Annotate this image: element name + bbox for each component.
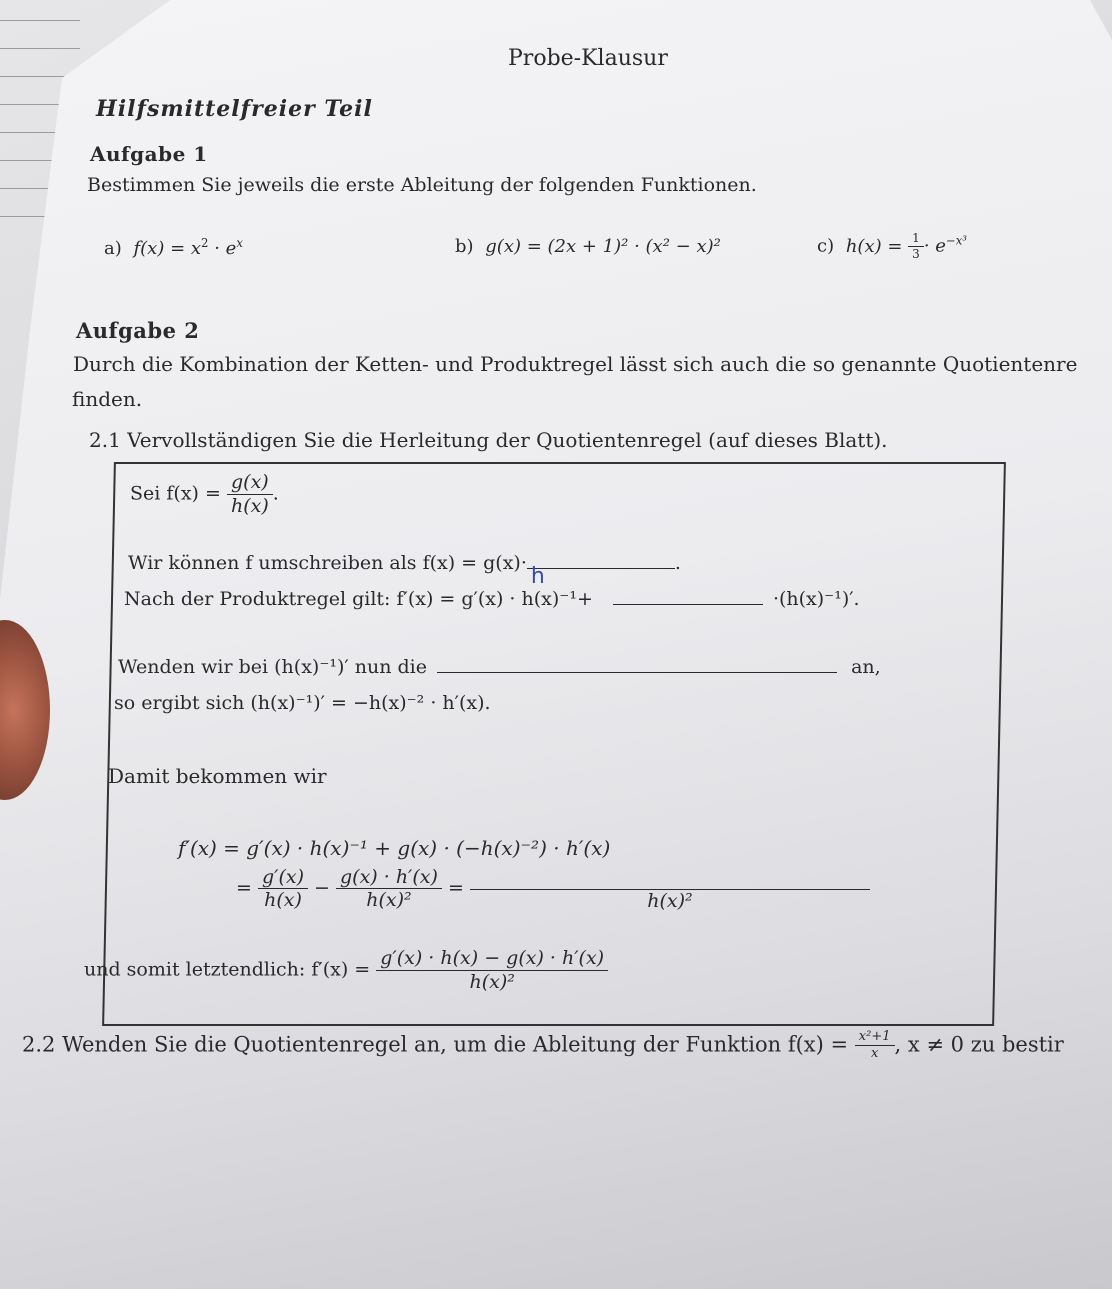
derivation-box [102,462,1006,1026]
task-2-1: 2.1 Vervollständigen Sie die Herleitung der Quotientenregel (auf dieses Blatt). [89,428,888,452]
box-definition: Sei f(x) = $\frac{g(x)}{h(x)}$ . [130,471,279,517]
aufgabe2-intro-line1: Durch die Kombination der Ketten- und Produktregel lässt sich auch die so genannte Quotientenre [73,352,1078,376]
blank-line3[interactable] [437,672,837,673]
aufgabe2-title: Aufgabe 2 [76,318,200,343]
task-2-2: 2.2 Wenden Sie die Quotientenregel an, um die Ableitung der Funktion f(x) = $\frac{\text{x²+1}}{x}$ , x ≠ 0 zu bestir [22,1029,1064,1062]
section-title: Hilfsmittelfreier Teil [96,96,373,122]
box-line1: Wir können f umschreiben als f(x) = g(x)· h . [128,552,681,589]
handwritten-answer: h [530,564,545,589]
blank-line2[interactable] [613,604,763,605]
blank-numerator[interactable]: h(x)² [470,866,870,912]
box-line4: so ergibt sich (h(x)⁻¹)′ = −h(x)⁻² · h′(x). [114,692,491,714]
box-line2: Nach der Produktregel gilt: f′(x) = g′(x) · h(x)⁻¹+ ·(h(x)⁻¹)′. [124,588,860,610]
aufgabe1-instruction: Bestimmen Sie jeweils die erste Ableitung der folgenden Funktionen. [87,174,757,196]
aufgabe1-title: Aufgabe 1 [90,142,208,166]
equation-1: f′(x) = g′(x) · h(x)⁻¹ + g(x) · (−h(x)⁻²) · h′(x) [178,836,611,860]
aufgabe2-intro-line2: finden. [72,387,143,411]
page-title: Probe-Klausur [508,46,668,71]
equation-2: = $\frac{g'(x)}{h(x)}$ − $\frac{g(x) \cdot h'(x)}{\text{h(x)²}}$ = h(x)² [236,866,870,912]
aufgabe1-item-c: c) h(x) = $\frac{1}{3}$ · $e^{-x^3}$ [817,231,967,262]
final-formula: und somit letztendlich: f′(x) = $\frac{g'(x) \cdot h(x) - g(x) \cdot h'(x)}{\text{h(x)²}}$ [84,948,608,993]
box-line3: Wenden wir bei (h(x)⁻¹)′ nun die an, [118,656,881,678]
aufgabe1-item-b: b) g(x) = (2x + 1)² · (x² − x)² [455,236,721,257]
box-line5: Damit bekommen wir [108,764,327,788]
aufgabe1-item-a: a) $f(x) = x^2 \cdot e^x$ [104,236,243,259]
